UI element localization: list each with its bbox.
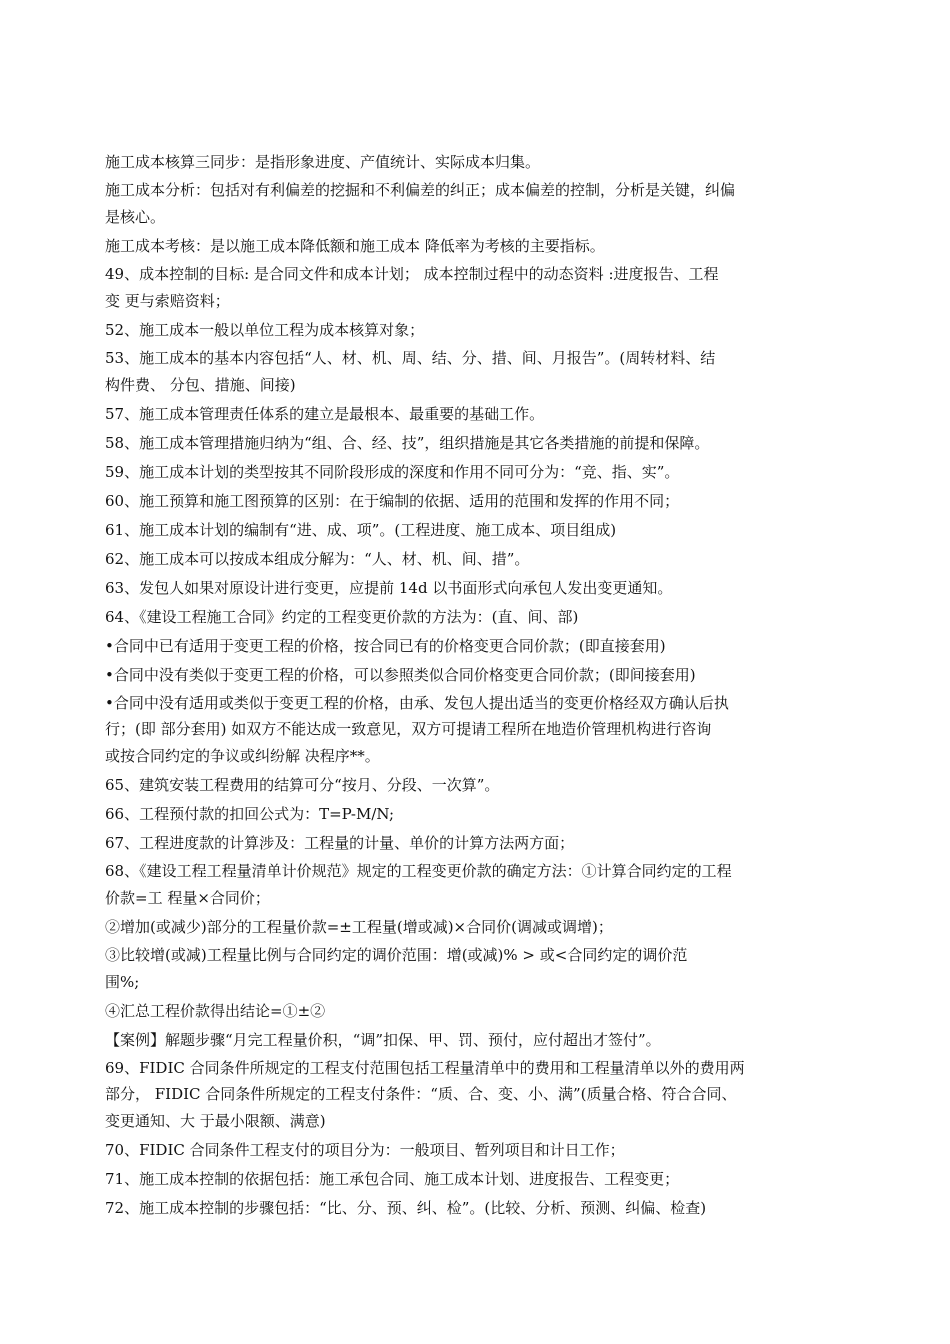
paragraph-line: 58、施工成本管理措施归纳为“组、合、经、技”，组织措施是其它各类措施的前提和保障。	[105, 434, 710, 452]
document-body	[105, 148, 845, 1223]
paragraph	[105, 574, 845, 603]
paragraph-line: 63、发包人如果对原设计进行变更，应提前 14d 以书面形式向承包人发出变更通知。	[105, 579, 673, 597]
paragraph-line: ④汇总工程价款得出结论=①±②	[105, 1002, 326, 1020]
paragraph-line: 65、建筑安装工程费用的结算可分“按月、分段、一次算”。	[105, 776, 500, 794]
paragraph-line: 64、《建设工程施工合同》约定的工程变更价款的方法为：(直、间、部)	[105, 608, 579, 626]
paragraph-line: 71、施工成本控制的依据包括：施工承包合同、施工成本计划、进度报告、工程变更；	[105, 1170, 680, 1188]
paragraph	[105, 232, 845, 261]
paragraph	[105, 829, 845, 858]
paragraph-line: •合同中已有适用于变更工程的价格，按合同已有的价格变更合同价款；(即直接套用)	[105, 637, 666, 655]
paragraph-line: 或按合同约定的争议或纠纷解 决程序**。	[105, 747, 380, 765]
paragraph-line: 69、FIDIC 合同条件所规定的工程支付范围包括工程量清单中的费用和工程量清单以外的费用两	[105, 1059, 745, 1077]
paragraph-line: 变 更与索赔资料；	[105, 292, 230, 310]
paragraph-line: ②增加(或减少)部分的工程量价款=±工程量(增或减)×合同价(调减或调增)；	[105, 918, 613, 936]
paragraph-line: •合同中没有类似于变更工程的价格，可以参照类似合同价格变更合同价款；(即间接套用)	[105, 666, 696, 684]
paragraph-line: 72、施工成本控制的步骤包括：“比、分、预、纠、检”。(比较、分析、预测、纠偏、检查)	[105, 1199, 707, 1217]
paragraph	[105, 771, 845, 800]
paragraph-line: 60、施工预算和施工图预算的区别：在于编制的依据、适用的范围和发挥的作用不同；	[105, 492, 680, 510]
paragraph	[105, 690, 845, 771]
paragraph	[105, 316, 845, 345]
paragraph	[105, 661, 845, 690]
paragraph-line: 53、施工成本的基本内容包括“人、材、机、周、结、分、措、间、月报告”。(周转材料、结	[105, 349, 716, 367]
paragraph	[105, 603, 845, 632]
paragraph-line: 68、《建设工程工程量清单计价规范》规定的工程变更价款的确定方法：①计算合同约定的工程	[105, 862, 732, 880]
paragraph	[105, 1194, 845, 1223]
paragraph	[105, 800, 845, 829]
paragraph-line: 是核心。	[105, 208, 166, 226]
paragraph-line: 围%;	[105, 973, 140, 991]
paragraph	[105, 487, 845, 516]
paragraph	[105, 458, 845, 487]
paragraph-line: 57、施工成本管理责任体系的建立是最根本、最重要的基础工作。	[105, 405, 545, 423]
paragraph-line: 52、施工成本一般以单位工程为成本核算对象；	[105, 321, 425, 339]
paragraph-line: 70、FIDIC 合同条件工程支付的项目分为：一般项目、暂列项目和计日工作；	[105, 1141, 625, 1159]
paragraph	[105, 545, 845, 574]
paragraph	[105, 858, 845, 913]
paragraph-line: 行；(即 部分套用) 如双方不能达成一致意见，双方可提请工程所在地造价管理机构进行咨询	[105, 720, 712, 738]
paragraph	[105, 632, 845, 661]
paragraph	[105, 261, 845, 316]
paragraph	[105, 429, 845, 458]
paragraph-line: 变更通知、大 于最小限额、满意)	[105, 1112, 326, 1130]
paragraph	[105, 148, 845, 177]
paragraph	[105, 1026, 845, 1055]
paragraph-line: 施工成本核算三同步：是指形象进度、产值统计、实际成本归集。	[105, 153, 541, 171]
paragraph	[105, 400, 845, 429]
paragraph-line: 66、工程预付款的扣回公式为：T=P-M/N;	[105, 805, 395, 823]
paragraph	[105, 1165, 845, 1194]
paragraph-line: •合同中没有适用或类似于变更工程的价格，由承、发包人提出适当的变更价格经双方确认后执	[105, 694, 729, 712]
paragraph-line: 施工成本考核：是以施工成本降低额和施工成本 降低率为考核的主要指标。	[105, 237, 605, 255]
paragraph-line: ③比较增(或减)工程量比例与合同约定的调价范围：增(或减)% > 或<合同约定的调价范	[105, 946, 688, 964]
paragraph-line: 61、施工成本计划的编制有“进、成、项”。(工程进度、施工成本、项目组成)	[105, 521, 617, 539]
paragraph	[105, 997, 845, 1026]
paragraph-line: 构件费、 分包、措施、间接)	[105, 376, 296, 394]
paragraph-line: 部分， FIDIC 合同条件所规定的工程支付条件：“质、合、变、小、满”(质量合格、符合合同、	[105, 1085, 737, 1103]
paragraph	[105, 177, 845, 232]
paragraph-line: 67、工程进度款的计算涉及：工程量的计量、单价的计算方法两方面；	[105, 834, 575, 852]
paragraph	[105, 1136, 845, 1165]
paragraph-line: 价款=工 程量×合同价；	[105, 889, 270, 907]
paragraph-line: 62、施工成本可以按成本组成分解为：“人、材、机、间、措”。	[105, 550, 530, 568]
paragraph	[105, 1055, 845, 1136]
paragraph-line: 【案例】解题步骤“月完工程量价积，“调”扣保、甲、罚、预付，应付超出才签付”。	[105, 1031, 661, 1049]
paragraph-line: 59、施工成本计划的类型按其不同阶段形成的深度和作用不同可分为：“竞、指、实”。	[105, 463, 680, 481]
paragraph	[105, 942, 845, 997]
paragraph	[105, 516, 845, 545]
paragraph-line: 施工成本分析：包括对有利偏差的挖掘和不利偏差的纠正；成本偏差的控制，分析是关键，纠偏	[105, 181, 736, 199]
paragraph-line: 49、成本控制的目标: 是合同文件和成本计划； 成本控制过程中的动态资料 :进度报告、工程	[105, 265, 719, 283]
paragraph	[105, 913, 845, 942]
paragraph	[105, 345, 845, 400]
